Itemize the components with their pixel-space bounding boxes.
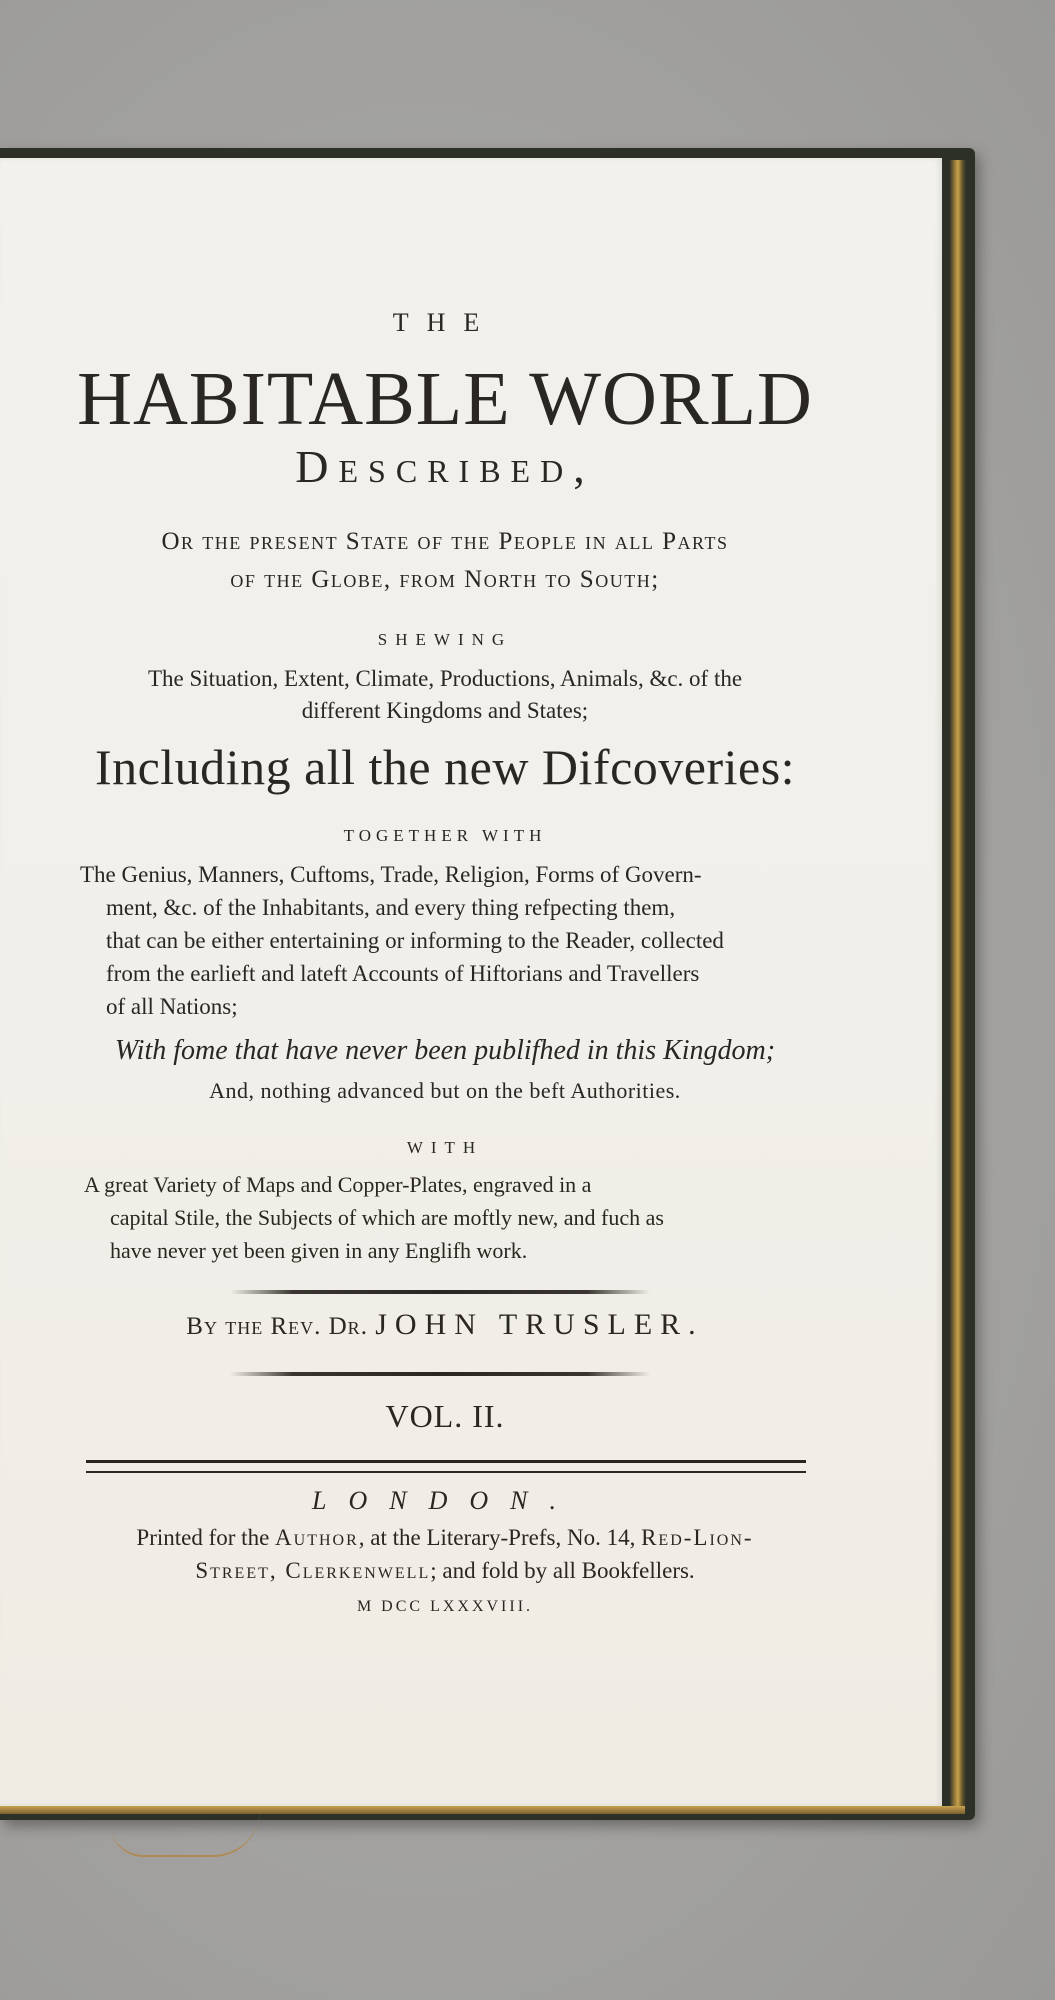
paragraph-line: capital Stile, the Subjects of which are moftly new, and fuch as (110, 1205, 664, 1230)
main-title: HABITABLE WORLD (77, 357, 813, 441)
ornamental-rule-top (230, 1290, 650, 1294)
described-heading: Described, (295, 441, 595, 492)
imprint-text: Author (275, 1525, 359, 1550)
together-with-label: TOGETHER WITH (343, 826, 547, 845)
publication-date: M DCC LXXXVIII. (356, 1598, 534, 1615)
gilt-page-edge (950, 160, 966, 1810)
ornamental-rule-bottom (230, 1372, 650, 1376)
ribbon-bookmark (110, 1810, 260, 1857)
imprint-line-1 (40, 1525, 850, 1551)
genius-paragraph (80, 858, 820, 1023)
with-label: WITH (406, 1138, 484, 1157)
including-heading: Including all the new Difcoveries: (94, 739, 796, 795)
paragraph-line: ment, &c. of the Inhabitants, and every thing refpecting them, (106, 895, 676, 920)
imprint-text: Printed for the (136, 1525, 270, 1550)
situation-line-2: different Kingdoms and States; (301, 698, 589, 723)
paragraph-line: of all Nations; (106, 994, 238, 1019)
imprint-city: LONDON. (312, 1486, 578, 1515)
author-name: JOHN TRUSLER. (375, 1308, 704, 1341)
imprint-line-2 (40, 1558, 850, 1584)
paragraph-line: from the earlieft and lateft Accounts of Hiftorians and Travellers (106, 961, 700, 986)
italic-statement: With fome that have never been publifhed in this Kingdom; (114, 1035, 776, 1066)
authorities-line: And, nothing advanced but on the beft Authorities. (209, 1078, 681, 1103)
author-prefix: By the Rev. Dr. (186, 1313, 368, 1340)
double-rule (86, 1460, 806, 1473)
author-line (40, 1308, 850, 1342)
the-heading: THE (392, 308, 498, 337)
imprint-text: , at the Literary-Prefs, No. 14, (358, 1525, 636, 1550)
paragraph-line: The Genius, Manners, Cuftoms, Trade, Religion, Forms of Govern- (80, 862, 702, 887)
imprint-text: ; and fold by all Bookfellers. (430, 1558, 695, 1583)
imprint-text: Street, Clerkenwell (195, 1558, 431, 1583)
volume-number: VOL. II. (385, 1398, 505, 1434)
paragraph-line: A great Variety of Maps and Copper-Plates, engraved in a (84, 1172, 592, 1197)
subtitle-line-2: of the Globe, from North to South; (230, 566, 660, 593)
maps-paragraph (84, 1168, 824, 1267)
imprint-text: Red-Lion- (641, 1525, 754, 1550)
paragraph-line: that can be either entertaining or informing to the Reader, collected (106, 928, 724, 953)
subtitle-line-1: Or the present State of the People in all Parts (161, 528, 729, 555)
paragraph-line: have never yet been given in any Englifh work. (110, 1238, 528, 1263)
shewing-label: SHEWING (377, 630, 513, 649)
situation-line-1: The Situation, Extent, Climate, Productions, Animals, &c. of the (147, 666, 743, 691)
